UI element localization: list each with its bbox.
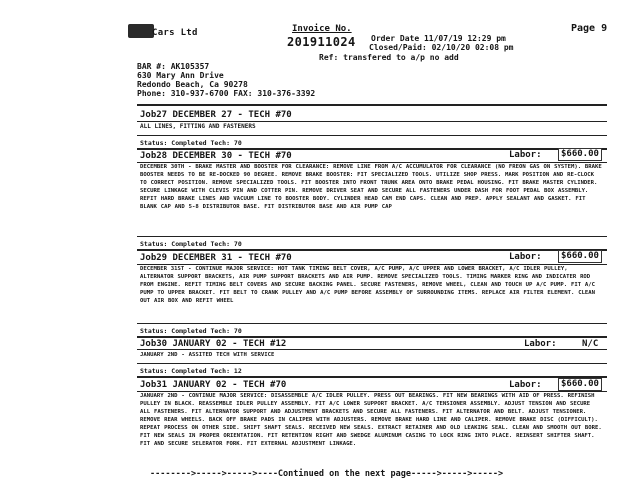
job-description: JANUARY 2ND - ASSITED TECH WITH SERVICE (140, 352, 275, 358)
invoice-number: 201911024 (287, 35, 356, 49)
section-divider (137, 249, 607, 251)
status-divider (137, 363, 607, 364)
job-status: Status: Completed Tech: 70 (140, 139, 242, 147)
job-title: Job31 JANUARY 02 - TECH #70 (140, 380, 287, 390)
labor-label: Labor: (509, 252, 542, 262)
job-title: Job27 DECEMBER 27 - TECH #70 (140, 110, 292, 120)
job-description: JANUARY 2ND - CONTINUE MAJOR SERVICE: DISASSEMBLE A/C IDLER PULLEY. PRESS OUT BEARINGS. FIT NEW BEARINGS WITH AID OF PRESS. REFINISH PULLEY IN BLACK. REASSEMBLE IDLER PULLEY ASSEMBLY. FIT A/C LOWER SUPPORT BRACKET. A/C TENSIONER ASSEMBLY. ADJUST TENSION AND SECURE ALL FASTENERS. FIT ALTERNATOR SUPPORT AND ADJUSTMENT BRACKETS AND SECURE ALL FASTENERS. FIT ALTERNATOR AND BELT. ADJUST TENSIONER. REMOVE REAR WHEELS. BACK OFF BRAKE PADS IN CALIPER WITH ADJUSTERS. REMOVE BRAKE HARD LINE AND CALIPER. REMOVE BRAKE DISC (DIFFICULT). REPEAT PROCESS ON OTHER SIDE. SHIFT SHAFT SEALS. RECEIVED NEW SEALS. EXTRACT RETAINER AND OLD LEAKING SEAL. CLEAN AND SMOOTH OUT BORE. FIT NEW SEALS IN PROPER ORIENTATION. FIT RETENTION RIGHT AND SWEDGE ALUMINUM CASING TO LOCK RING INTO PLACE. REINSERT SHIFTER SHAFT. FIT AND SECURE SELERATOR FORK. FIT EXTERNAL ADJUSTMENT LINKAGE. (140, 393, 602, 447)
company-logo-fragment (128, 24, 154, 38)
job-status: Status: Completed Tech: 70 (140, 240, 242, 248)
status-divider (137, 135, 607, 136)
job-description: DECEMBER 31ST - CONTINUE MAJOR SERVICE: HOT TANK TIMING BELT COVER, A/C PUMP, A/C UPPER AND LOWER BRACKET, A/C IDLER PULLEY, ALTERNATOR SUPPORT BRACKETS, AIR PUMP SUPPORT BRACKETS AND AIR PUMP. REMOVE SPECIALIZED TOOLS. TIMING MARKER RING AND INDICATER ROD FROM ENGINE. REFIT TIMING BELT COVERS AND SECURE BACKING PANEL. SECURE FASTENERS, REMOVE WHEEL, CLEAN AND TOUCH UP A/C PUMP. FIT A/C PUMP TO UPPER BRACKET. FIT BELT TO CRANK PULLEY AND A/C PUMP BEFORE ASSEMBLY OF SURROUNDING ITEMS. REPLACE AIR FILTER ELEMENT. CLEAN OUT AIR BOX AND REFIT WHEEL (140, 266, 596, 304)
labor-amount: $660.00 (558, 250, 602, 263)
address-line-1: 630 Mary Ann Drive (137, 71, 224, 80)
order-date: Order Date 11/07/19 12:29 pm (371, 34, 506, 43)
job-title: Job30 JANUARY 02 - TECH #12 (140, 339, 287, 349)
job-title-underline (137, 349, 607, 350)
status-divider (137, 323, 607, 324)
bar-number: BAR #: AK105357 (137, 62, 210, 71)
closed-paid-date: Closed/Paid: 02/10/20 02:08 pm (369, 43, 514, 52)
labor-amount: N/C (582, 339, 599, 349)
job-status: Status: Completed Tech: 70 (140, 327, 242, 335)
job-title-underline (137, 121, 607, 122)
phone-fax: Phone: 310-937-6700 FAX: 310-376-3392 (137, 89, 316, 98)
labor-amount: $660.00 (558, 148, 602, 161)
job-description: DECEMBER 30TH - BRAKE MASTER AND BOOSTER FOR CLEARANCE: REMOVE LINE FROM A/C ACCUMULATOR FOR CLEARANCE (NO FREON GAS ON SYSTEM). BRAKE BOOSTER NEEDS TO BE RE-DOCKED 90 DEGREE. REMOVE BRAKE BOOSTER: FIT SPECIALIZED TOOLS. UTILIZE SHOP PRESS. MARK POSITION AND RE-CLOCK TO CORRECT POSITION. REMOVE SPECIALIZED TOOLS. FIT BOOSTER INTO FRONT TRUNK AREA ONTO BRAKE PEDAL HOUSING. FIT BRAKE MASTER CYLINDER. SECURE LINKAGE WITH CLEVIS PIN AND COTTER PIN. REMOVE DRIVER SEAT AND SECURE ALL FASTENERS UNDER DASH FOR FOOT PEDAL BOX ASSEMBLY. REFIT HARD BRAKE LINES AND VACUUM LINE TO BOOSTER BODY. CYLINDER HEAD CAM END CAPS. CLEAN AND PREP. APPLY SEALANT AND GASKET. FIT BLANK CAP AND 5-8 DISTRIBUTOR BASE. FIT DISTRIBUTOR BASE AND AIR PUMP CAP (140, 164, 602, 210)
labor-label: Labor: (509, 380, 542, 390)
section-divider (137, 336, 607, 338)
continued-footer: -------->----->----->----Continued on the next page----->----->-----> (150, 469, 504, 479)
job-subtitle: ALL LINES, FITTING AND FASTENERS (140, 123, 256, 130)
section-divider (137, 376, 607, 378)
reference-note: Ref: transfered to a/p no add (319, 53, 459, 62)
status-divider (137, 236, 607, 237)
labor-label: Labor: (524, 339, 557, 349)
invoice-label: Invoice No. (292, 24, 352, 34)
labor-amount: $660.00 (558, 378, 602, 391)
section-divider (137, 104, 607, 106)
job-status: Status: Completed Tech: 12 (140, 367, 242, 375)
job-title: Job28 DECEMBER 30 - TECH #70 (140, 151, 292, 161)
page-number: Page 9 (571, 23, 608, 34)
company-name: Cars Ltd (152, 28, 198, 38)
address-line-2: Redondo Beach, Ca 90278 (137, 80, 248, 89)
labor-label: Labor: (509, 150, 542, 160)
job-title: Job29 DECEMBER 31 - TECH #70 (140, 253, 292, 263)
